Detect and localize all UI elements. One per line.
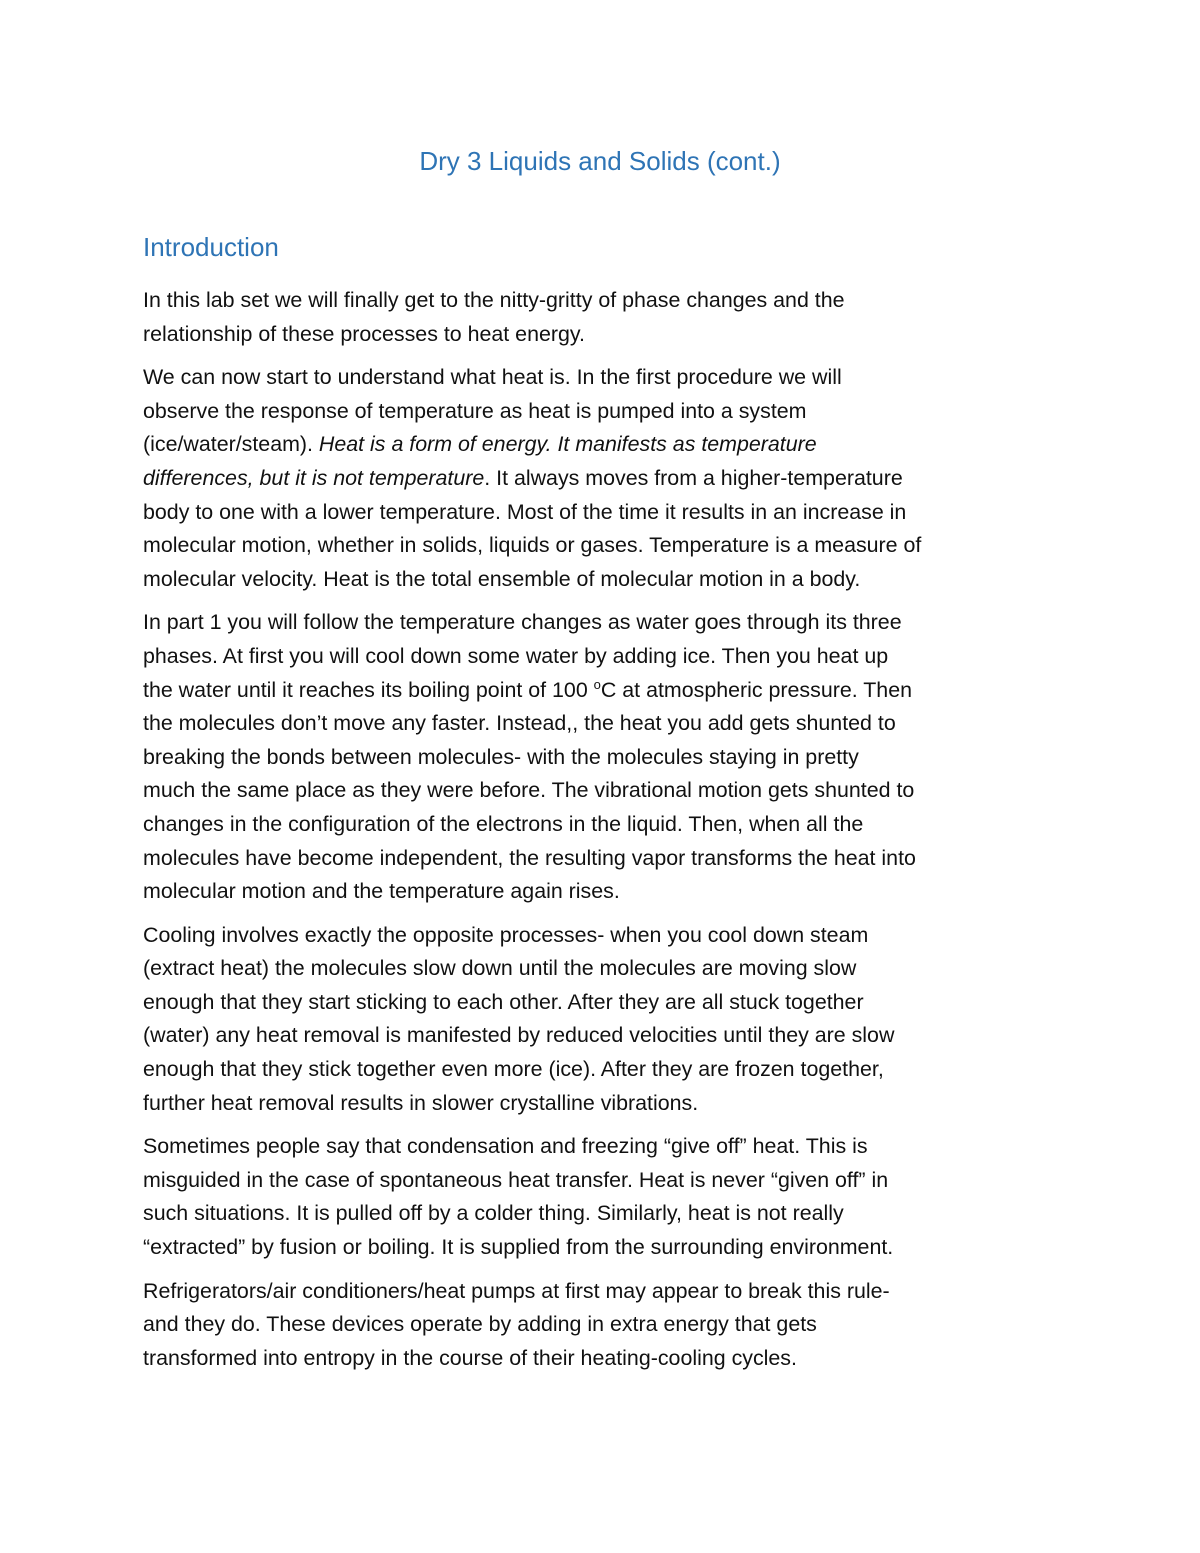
paragraph-2-line-2: observe the response of temperature as heat is pumped into a system bbox=[143, 398, 807, 423]
paragraph-2-line-6: molecular motion, whether in solids, liquids or gases. Temperature is a measure of bbox=[143, 533, 922, 558]
paragraph-4-line-1: Cooling involves exactly the opposite processes- when you cool down steam bbox=[143, 922, 869, 947]
paragraph-3 bbox=[143, 606, 1073, 908]
paragraph-3-line-7: changes in the configuration of the electrons in the liquid. Then, when all the bbox=[143, 811, 864, 836]
paragraph-2-line-3-plain: (ice/water/steam). bbox=[143, 432, 319, 457]
document-title: Dry 3 Liquids and Solids (cont.) bbox=[419, 146, 781, 176]
paragraph-3-line-6: much the same place as they were before. The vibrational motion gets shunted to bbox=[143, 778, 915, 803]
paragraph-3-line-9: molecular motion and the temperature again rises. bbox=[143, 879, 620, 904]
paragraph-5-line-1: Sometimes people say that condensation and freezing “give off” heat. This is bbox=[143, 1134, 868, 1159]
document-body bbox=[143, 284, 1073, 1385]
paragraph-1-line-2: relationship of these processes to heat energy. bbox=[143, 321, 585, 346]
paragraph-2-line-3-italic: Heat is a form of energy. It manifests as temperature bbox=[318, 432, 817, 457]
paragraph-4 bbox=[143, 919, 1073, 1121]
paragraph-6-line-2: and they do. These devices operate by adding in extra energy that gets bbox=[143, 1312, 817, 1337]
paragraph-1 bbox=[143, 284, 1073, 351]
paragraph-3-line-3-before: the water until it reaches its boiling point of 100 bbox=[143, 677, 594, 702]
paragraph-5-line-3: such situations. It is pulled off by a colder thing. Similarly, heat is not really bbox=[143, 1201, 844, 1226]
paragraph-2-line-4-plain: . It always moves from a higher-temperature bbox=[484, 465, 903, 490]
paragraph-5 bbox=[143, 1130, 1073, 1264]
paragraph-2-line-7: molecular velocity. Heat is the total ensemble of molecular motion in a body. bbox=[143, 566, 861, 591]
paragraph-6-line-3: transformed into entropy in the course of their heating-cooling cycles. bbox=[143, 1345, 797, 1370]
paragraph-2-line-4-italic: differences, but it is not temperature bbox=[143, 465, 485, 490]
paragraph-6 bbox=[143, 1275, 1073, 1376]
paragraph-4-line-6: further heat removal results in slower crystalline vibrations. bbox=[143, 1090, 699, 1115]
paragraph-5-line-2: misguided in the case of spontaneous heat transfer. Heat is never “given off” in bbox=[143, 1167, 889, 1192]
paragraph-4-line-4: (water) any heat removal is manifested by reduced velocities until they are slow bbox=[143, 1023, 895, 1048]
paragraph-6-line-1: Refrigerators/air conditioners/heat pumps at first may appear to break this rule- bbox=[143, 1278, 890, 1303]
paragraph-4-line-3: enough that they start sticking to each other. After they are all stuck together bbox=[143, 989, 864, 1014]
paragraph-4-line-5: enough that they stick together even more (ice). After they are frozen together, bbox=[143, 1057, 884, 1082]
paragraph-3-line-1: In part 1 you will follow the temperature changes as water goes through its three bbox=[143, 610, 902, 635]
paragraph-5-line-4: “extracted” by fusion or boiling. It is supplied from the surrounding environment. bbox=[143, 1235, 894, 1260]
paragraph-1-line-1: In this lab set we will finally get to the nitty-gritty of phase changes and the bbox=[143, 288, 845, 312]
degree-superscript: o bbox=[593, 676, 601, 692]
paragraph-2 bbox=[143, 361, 1073, 596]
paragraph-3-line-2: phases. At first you will cool down some water by adding ice. Then you heat up bbox=[143, 643, 889, 668]
paragraph-4-line-2: (extract heat) the molecules slow down until the molecules are moving slow bbox=[143, 956, 857, 981]
paragraph-3-line-4: the molecules don’t move any faster. Instead,, the heat you add gets shunted to bbox=[143, 711, 896, 736]
paragraph-3-line-3-after: C at atmospheric pressure. Then bbox=[600, 677, 912, 702]
paragraph-2-line-1: We can now start to understand what heat is. In the first procedure we will bbox=[143, 365, 842, 390]
section-heading-introduction: Introduction bbox=[143, 232, 279, 262]
paragraph-2-line-5: body to one with a lower temperature. Most of the time it results in an increase in bbox=[143, 499, 907, 524]
paragraph-3-line-8: molecules have become independent, the resulting vapor transforms the heat into bbox=[143, 845, 916, 870]
paragraph-3-line-5: breaking the bonds between molecules- with the molecules staying in pretty bbox=[143, 744, 859, 769]
